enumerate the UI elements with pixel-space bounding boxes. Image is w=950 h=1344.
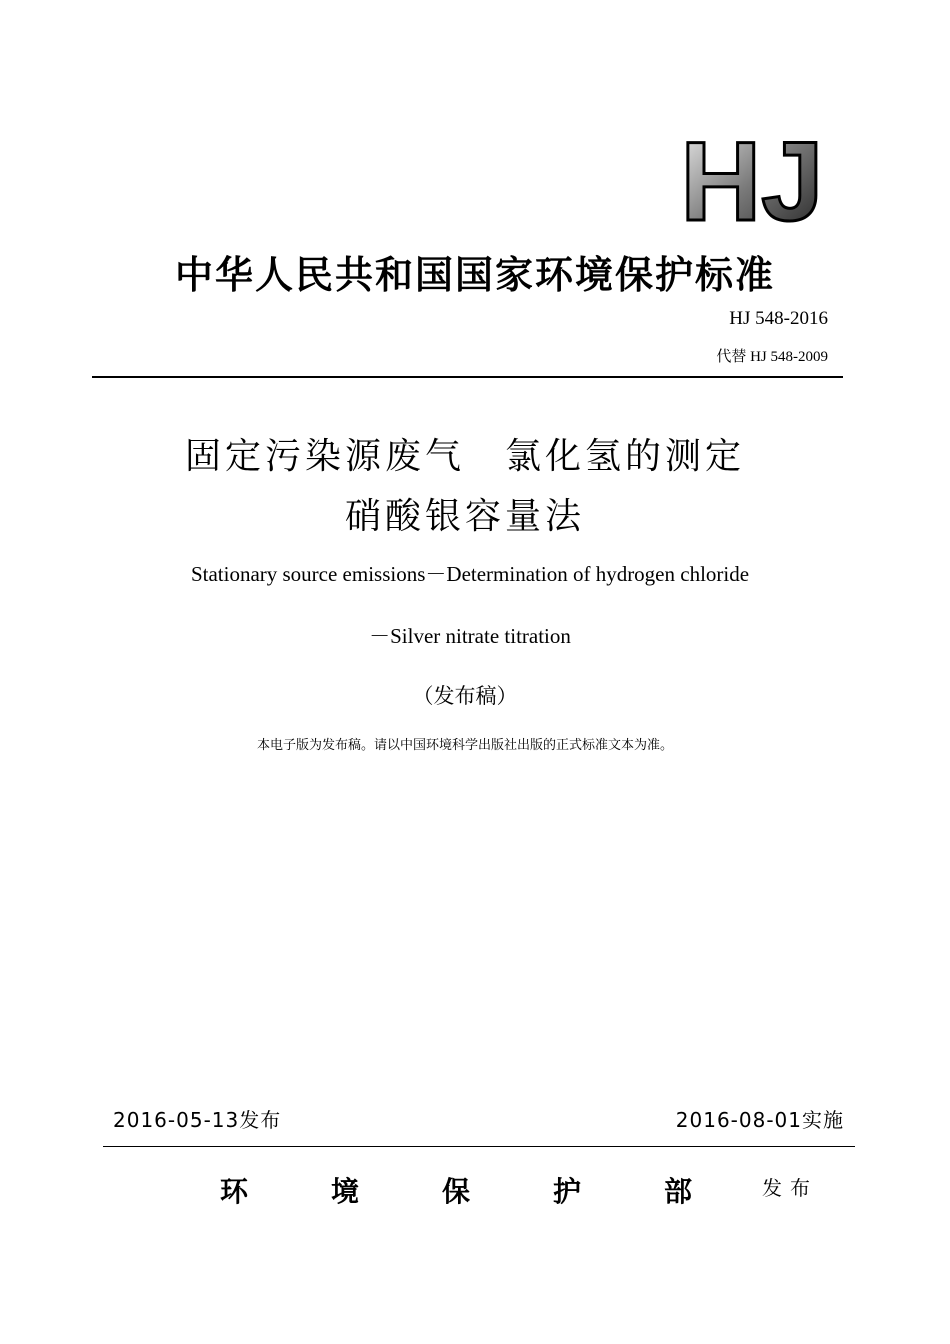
issuer-char: 环 xyxy=(220,1175,249,1208)
edition-notice: 本电子版为发布稿。请以中国环境科学出版社出版的正式标准文本为准。 xyxy=(256,738,673,753)
top-divider xyxy=(92,376,843,378)
draft-label: （发布稿） xyxy=(412,684,518,708)
hj-logo xyxy=(672,134,832,226)
issuer-char: 保 xyxy=(442,1175,471,1208)
en-title-line1: Stationary source emissions－Determination of hydrogen chloride xyxy=(190,562,750,586)
implement-date: 2016-08-01实施 xyxy=(675,1108,844,1132)
publish-date: 2016-05-13发布 xyxy=(113,1108,282,1132)
cn-title-line2: 硝酸银容量法 xyxy=(344,496,585,537)
replaces-standard: 代替 HJ 548-2009 xyxy=(716,349,828,365)
hj-logo-text: HJ xyxy=(680,134,824,226)
issuer-char: 境 xyxy=(331,1175,360,1208)
issuer-suffix: 发布 xyxy=(762,1176,818,1200)
issuer-char: 部 xyxy=(664,1175,693,1208)
standard-number: HJ 548-2016 xyxy=(729,308,828,329)
bottom-divider xyxy=(103,1146,855,1147)
issuer-char: 护 xyxy=(553,1175,582,1208)
org-title: 中华人民共和国国家环境保护标准 xyxy=(174,253,775,297)
cn-title-line1: 固定污染源废气 氯化氢的测定 xyxy=(184,436,745,477)
en-title-line2: －Silver nitrate titration xyxy=(369,624,571,648)
